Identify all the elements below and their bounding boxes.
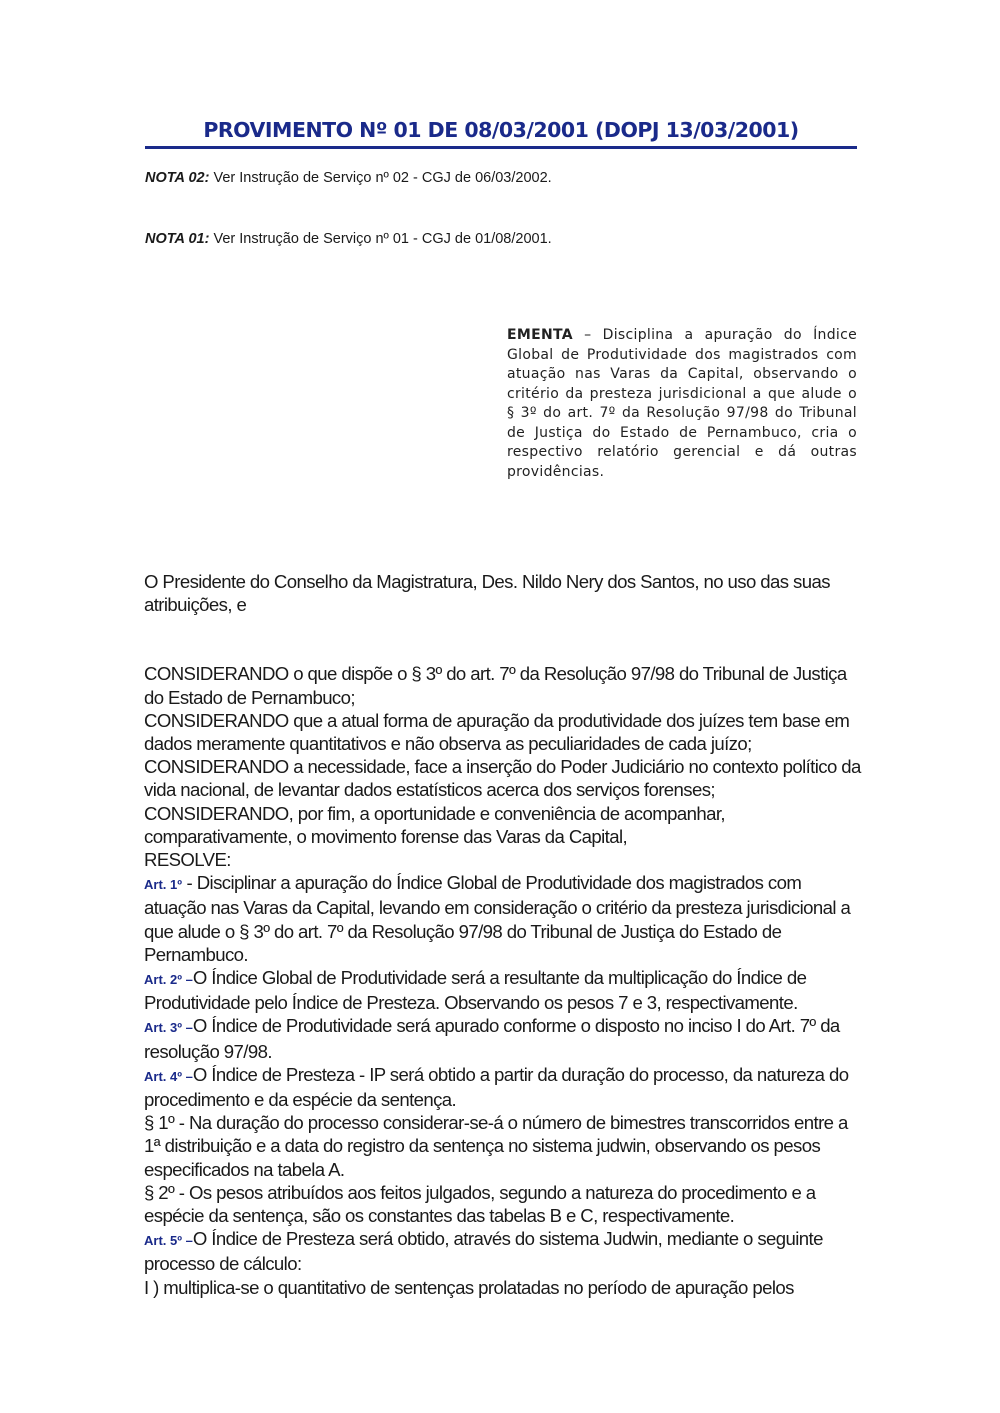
article-2: [144, 966, 864, 1014]
article-text: O Índice de Produtividade será apurado conforme o disposto no inciso I do Art. 7º da resolução 97/98.: [144, 1015, 840, 1062]
document-title: PROVIMENTO Nº 01 DE 08/03/2001 (DOPJ 13/03/2001): [145, 118, 857, 149]
note-02: [145, 170, 552, 186]
article-3: [144, 1014, 864, 1062]
ementa-block: [507, 326, 857, 482]
note-label: NOTA 02:: [145, 170, 210, 186]
article-label: Art. 5º –: [144, 1233, 193, 1249]
note-label: NOTA 01:: [145, 231, 210, 247]
note-01: [145, 231, 552, 247]
article-1: [144, 871, 864, 966]
article-5: [144, 1227, 864, 1275]
document-body: [144, 570, 864, 1299]
considerando-4: CONSIDERANDO, por fim, a oportunidade e conveniência de acompanhar, comparativamente, o movimento forense das Varas da Capital,: [144, 802, 725, 847]
note-text: Ver Instrução de Serviço nº 02 - CGJ de 06/03/2002.: [209, 170, 552, 186]
article-text: O Índice Global de Produtividade será a resultante da multiplicação do Índice de Produtividade pelo Índice de Presteza. Observando os pesos 7 e 3, respectivamente.: [144, 967, 807, 1014]
note-text: Ver Instrução de Serviço nº 01 - CGJ de 01/08/2001.: [209, 231, 552, 247]
item-1: I ) multiplica-se o quantitativo de sentenças prolatadas no período de apuração pelos: [144, 1276, 794, 1298]
intro-paragraph: O Presidente do Conselho da Magistratura, Des. Nildo Nery dos Santos, no uso das suas atribuições, e: [144, 571, 830, 616]
ementa-label: EMENTA: [507, 327, 573, 343]
article-label: Art. 1º: [144, 877, 182, 893]
article-text: O Índice de Presteza será obtido, através do sistema Judwin, mediante o seguinte processo de cálculo:: [144, 1228, 823, 1275]
article-label: Art. 3º –: [144, 1020, 193, 1036]
resolve-line: RESOLVE:: [144, 849, 231, 871]
article-text: - Disciplinar a apuração do Índice Global de Produtividade dos magistrados com atuação nas Varas da Capital, levando em consideração o critério da presteza jurisdicional a que alude o § 3º do art. 7º da Resolução 97/98 do Tribunal de Justiça do Estado de Pernambuco.: [144, 872, 851, 965]
considerando-3: CONSIDERANDO a necessidade, face a inserção do Poder Judiciário no contexto político da vida nacional, de levantar dados estatísticos acerca dos serviços forenses;: [144, 756, 861, 801]
ementa-text: – Disciplina a apuração do Índice Global de Produtividade dos magistrados com atuação nas Varas da Capital, observando o critério da presteza jurisdicional a que alude o § 3º do art. 7º da Resolução 97/98 do Tribunal de Justiça do Estado de Pernambuco, cria o respectivo relatório gerencial e dá outras providências.: [507, 327, 857, 480]
paragraph-1: § 1º - Na duração do processo considerar-se-á o número de bimestres transcorridos entre a 1ª distribuição e a data do registro da sentença no sistema judwin, observando os pesos especificados na tabela A.: [144, 1112, 848, 1180]
article-label: Art. 4º –: [144, 1068, 193, 1084]
considerando-1: CONSIDERANDO o que dispõe o § 3º do art. 7º da Resolução 97/98 do Tribunal de Justiça do Estado de Pernambuco;: [144, 663, 847, 708]
paragraph-2: § 2º - Os pesos atribuídos aos feitos julgados, segundo a natureza do procedimento e a espécie da sentença, são os constantes das tabelas B e C, respectivamente.: [144, 1181, 816, 1227]
article-label: Art. 2º –: [144, 972, 193, 988]
article-4: [144, 1063, 864, 1111]
article-text: O Índice de Presteza - IP será obtido a partir da duração do processo, da natureza do procedimento e da espécie da sentença.: [144, 1063, 849, 1111]
considerando-2: CONSIDERANDO que a atual forma de apuração da produtividade dos juízes tem base em dados meramente quantitativos e não observa as peculiaridades de cada juízo;: [144, 709, 850, 755]
